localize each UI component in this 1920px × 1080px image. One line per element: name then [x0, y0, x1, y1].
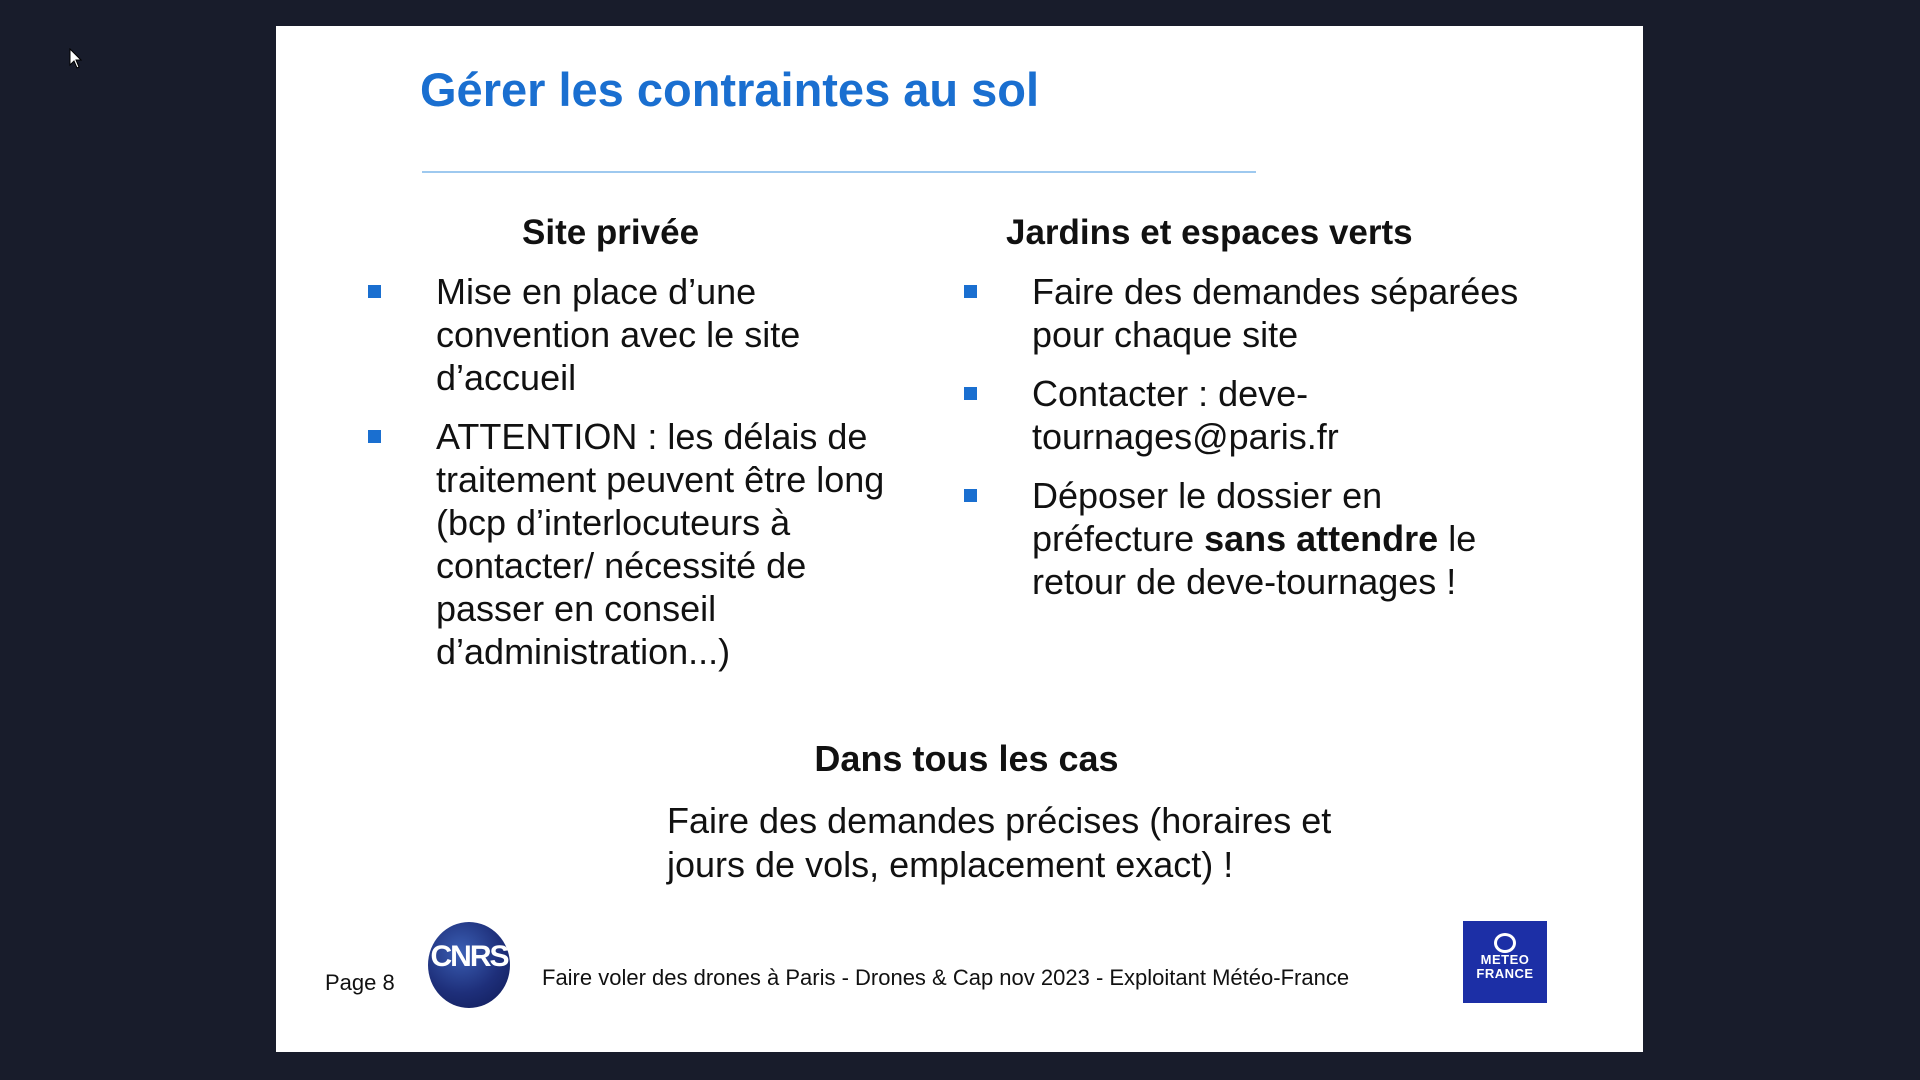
bullet-text: Faire des demandes séparées pour chaque site [1032, 271, 1519, 355]
list-item [964, 270, 1524, 356]
bullet-text: Mise en place d’une convention avec le site d’accueil [436, 271, 801, 398]
left-column-heading: Site privée [522, 213, 700, 252]
left-bullet-list [368, 270, 888, 673]
cnrs-logo [428, 922, 510, 1008]
footer-text: Faire voler des drones à Paris - Drones & Cap nov 2023 - Exploitant Météo-France [542, 965, 1350, 990]
page-number: Page 8 [325, 970, 395, 995]
list-item [368, 415, 888, 673]
bullet-text-end: le retour de deve-tournages ! [1032, 518, 1477, 602]
left-column [368, 212, 888, 689]
meteo-logo-line-1: METEO [1480, 952, 1530, 967]
square-bullet-icon [964, 489, 977, 502]
bullet-text: ATTENTION : les délais de traitement peuvent être long (bcp d’interlocuteurs à contacter/ nécessité de passer en conseil d’administration...) [436, 416, 885, 672]
all-cases-heading: Dans tous les cas [814, 738, 1119, 779]
list-item [368, 270, 888, 399]
bullet-text: Contacter : deve-tournages@paris.fr [1032, 373, 1339, 457]
meteo-logo-line-2: FRANCE [1476, 966, 1534, 981]
right-column-heading: Jardins et espaces verts [1006, 213, 1413, 252]
meteo-emblem-icon [1494, 933, 1516, 953]
all-cases-text: Faire des demandes précises (horaires et jours de vols, emplacement exact) ! [667, 800, 1332, 885]
slide-title: Gérer les contraintes au sol [420, 63, 1040, 116]
mouse-pointer-icon [69, 48, 83, 70]
right-bullet-list [964, 270, 1524, 603]
bullet-emphasis: sans attendre [1204, 518, 1439, 559]
square-bullet-icon [368, 430, 381, 443]
square-bullet-icon [964, 387, 977, 400]
list-item [964, 372, 1524, 458]
list-item [964, 474, 1524, 603]
square-bullet-icon [368, 285, 381, 298]
bullet-text-start: Déposer le dossier en préfecture [1032, 475, 1383, 559]
square-bullet-icon [964, 285, 977, 298]
cnrs-logo-text: CNRS [430, 940, 508, 973]
right-column [964, 212, 1524, 619]
meteo-france-logo [1463, 921, 1547, 1003]
title-divider [422, 171, 1256, 173]
presentation-slide [276, 26, 1643, 1052]
